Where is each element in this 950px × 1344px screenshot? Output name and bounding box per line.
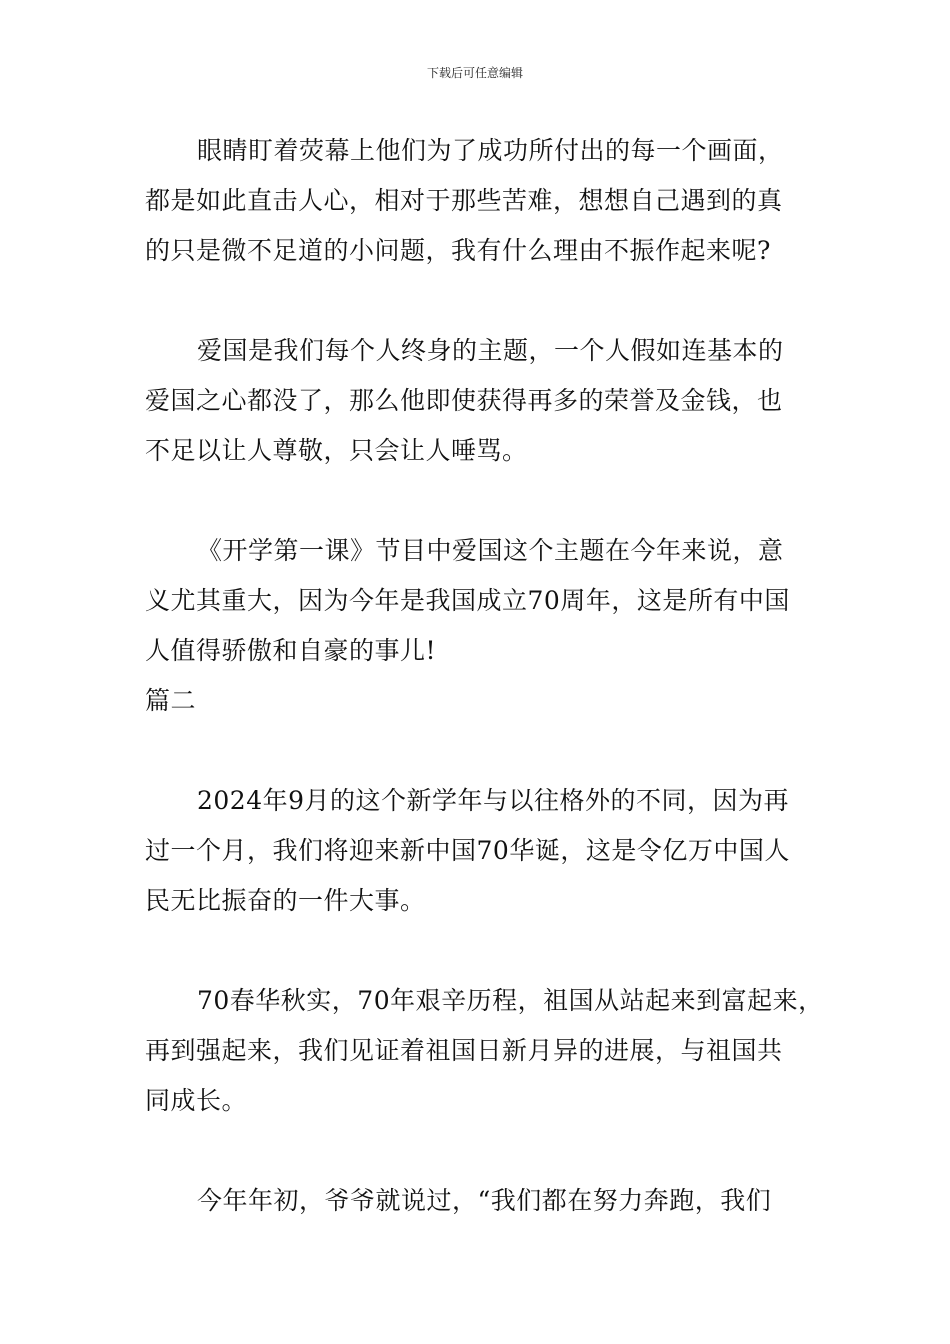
paragraph-3-line-3: 人值得骄傲和自豪的事儿! — [145, 636, 437, 665]
paragraph-gap — [145, 1126, 815, 1176]
page-header-note: 下载后可任意编辑 — [426, 66, 523, 80]
paragraph-5-line-3: 同成长。 — [145, 1086, 248, 1115]
paragraph-1-line-1: 眼睛盯着荧幕上他们为了成功所付出的每一个画面， — [197, 136, 784, 165]
paragraph-5-line-1: 70春华秋实，70年艰辛历程，祖国从站起来到富起来， — [197, 986, 824, 1015]
paragraph-3-line-2: 义尤其重大，因为今年是我国成立70周年，这是所有中国 — [145, 586, 790, 615]
paragraph-gap — [145, 276, 815, 326]
paragraph-1-line-3: 的只是微不足道的小问题，我有什么理由不振作起来呢? — [145, 236, 771, 265]
paragraph-gap — [145, 726, 815, 776]
paragraph-gap — [145, 926, 815, 976]
document-body — [145, 126, 824, 1226]
paragraph-3-line-1: 《开学第一课》节目中爱国这个主题在今年来说，意 — [197, 536, 784, 565]
paragraph-4-line-2: 过一个月，我们将迎来新中国70华诞，这是令亿万中国人 — [145, 836, 790, 865]
paragraph-2-line-3: 不足以让人尊敬，只会让人唾骂。 — [145, 436, 528, 465]
paragraph-2-line-1: 爱国是我们每个人终身的主题，一个人假如连基本的 — [197, 336, 784, 365]
paragraph-6-line-1: 今年年初，爷爷就说过，“我们都在努力奔跑，我们 — [197, 1186, 772, 1215]
paragraph-2-line-2: 爱国之心都没了，那么他即使获得再多的荣誉及金钱，也 — [145, 386, 783, 415]
paragraph-4-line-1: 2024年9月的这个新学年与以往格外的不同，因为再 — [197, 786, 790, 815]
paragraph-gap — [145, 476, 815, 526]
paragraph-1-line-2: 都是如此直击人心，相对于那些苦难，想想自己遇到的真 — [145, 186, 783, 215]
section-heading: 篇二 — [145, 686, 197, 715]
paragraph-5-line-2: 再到强起来，我们见证着祖国日新月异的进展，与祖国共 — [145, 1036, 783, 1065]
paragraph-4-line-3: 民无比振奋的一件大事。 — [145, 886, 426, 915]
